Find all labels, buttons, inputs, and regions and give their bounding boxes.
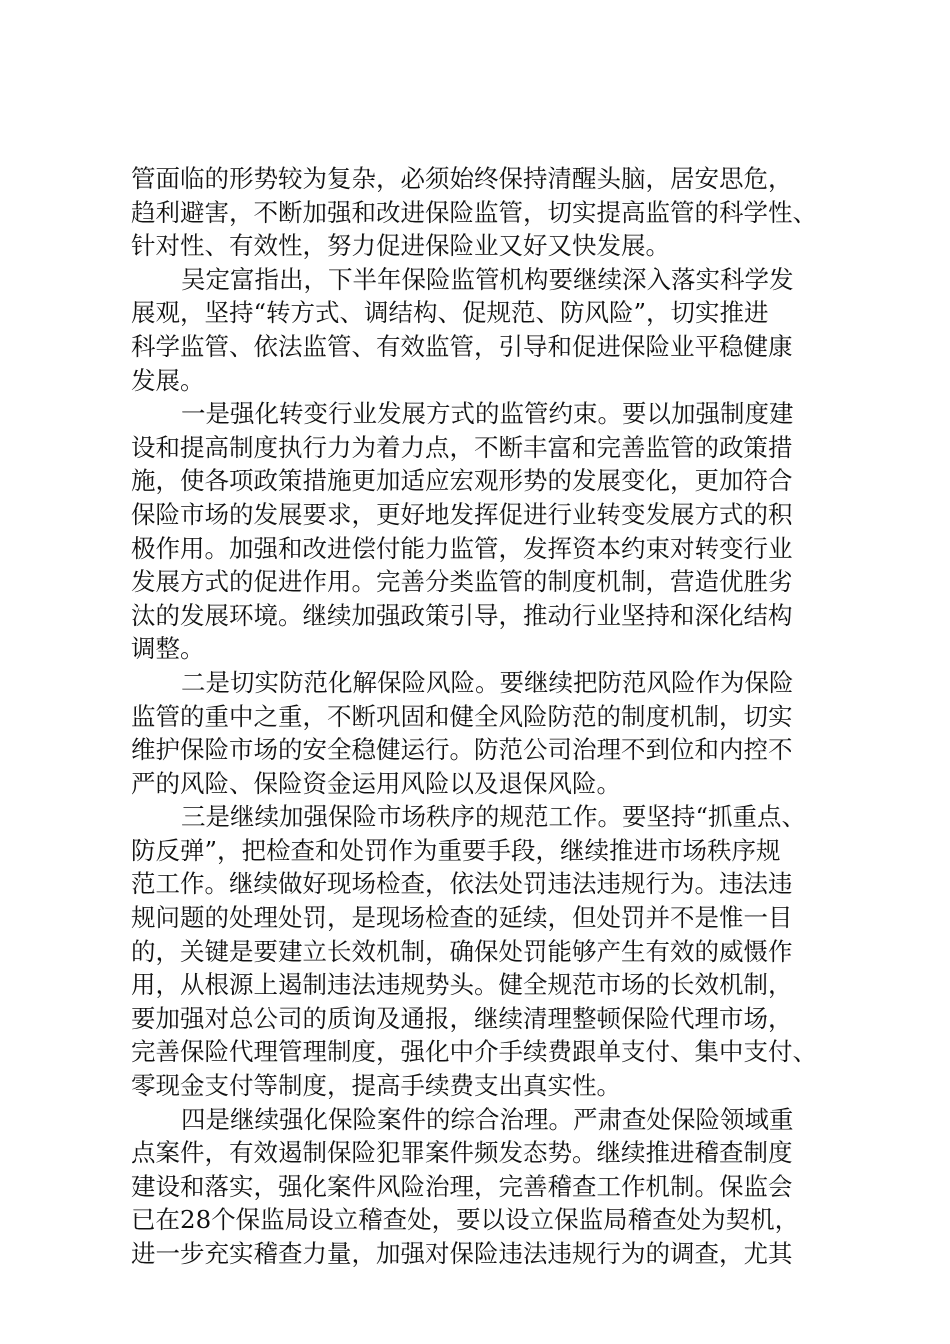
text-line: 管面临的形势较为复杂，必须始终保持清醒头脑，居安思危， xyxy=(131,164,793,193)
text-line: 用，从根源上遏制违法违规势头。健全规范市场的长效机制， xyxy=(131,970,793,1000)
text-line: 发展。 xyxy=(131,365,205,395)
paragraph-start-line: 二是切实防范化解保险风险。要继续把防范风险作为保险 xyxy=(181,667,794,697)
text-line: 科学监管、依法监管、有效监管，引导和促进保险业平稳健康 xyxy=(131,331,793,361)
paragraph-start-line: 吴定富指出，下半年保险监管机构要继续深入落实科学发 xyxy=(181,264,794,294)
text-line: 防反弹”，把检查和处罚作为重要手段，继续推进市场秩序规 xyxy=(131,835,781,865)
text-line: 范工作。继续做好现场检查，依法处罚违法违规行为。违法违 xyxy=(131,869,793,899)
text-line: 趋利避害，不断加强和改进保险监管，切实提高监管的科学性、 xyxy=(131,197,817,227)
text-line: 要加强对总公司的质询及通报，继续清理整顿保险代理市场， xyxy=(131,1003,793,1033)
text-line: 进一步充实稽查力量，加强对保险违法违规行为的调查，尤其 xyxy=(131,1239,793,1268)
text-line: 严的风险、保险资金运用风险以及退保风险。 xyxy=(131,768,621,798)
text-line: 保险市场的发展要求，更好地发挥促进行业转变发展方式的积 xyxy=(131,499,793,529)
text-line: 调整。 xyxy=(131,634,205,664)
text-line: 点案件，有效遏制保险犯罪案件频发态势。继续推进稽查制度 xyxy=(131,1138,793,1168)
text-line: 汰的发展环境。继续加强政策引导，推动行业坚持和深化结构 xyxy=(131,600,793,630)
text-line: 监管的重中之重，不断巩固和健全风险防范的制度机制，切实 xyxy=(131,701,793,731)
text-line: 极作用。加强和改进偿付能力监管，发挥资本约束对转变行业 xyxy=(131,533,793,563)
text-line: 施，使各项政策措施更加适应宏观形势的发展变化，更加符合 xyxy=(131,466,793,496)
paragraph-start-line: 四是继续强化保险案件的综合治理。严肃查处保险领域重 xyxy=(181,1104,794,1134)
text-line: 针对性、有效性，努力促进保险业又好又快发展。 xyxy=(131,231,670,261)
paragraph-start-line: 三是继续加强保险市场秩序的规范工作。要坚持“抓重点、 xyxy=(181,802,807,832)
body-text xyxy=(131,162,831,1271)
text-line: 零现金支付等制度，提高手续费支出真实性。 xyxy=(131,1071,621,1101)
text-line: 建设和落实，强化案件风险治理，完善稽查工作机制。保监会 xyxy=(131,1171,793,1201)
text-line: 维护保险市场的安全稳健运行。防范公司治理不到位和内控不 xyxy=(131,735,793,765)
text-line: 展观，坚持“转方式、调结构、促规范、防风险”，切实推进 xyxy=(131,298,769,328)
text-line: 完善保险代理管理制度，强化中介手续费跟单支付、集中支付、 xyxy=(131,1037,817,1067)
text-line: 规问题的处理处罚，是现场检查的延续，但处罚并不是惟一目 xyxy=(131,903,793,933)
text-line: 设和提高制度执行力为着力点，不断丰富和完善监管的政策措 xyxy=(131,432,793,462)
text-line: 的，关键是要建立长效机制，确保处罚能够产生有效的威慑作 xyxy=(131,936,793,966)
paragraph-start-line: 一是强化转变行业发展方式的监管约束。要以加强制度建 xyxy=(181,399,794,429)
text-line: 已在28个保监局设立稽查处，要以设立保监局稽查处为契机， xyxy=(131,1205,800,1235)
text-line: 发展方式的促进作用。完善分类监管的制度机制，营造优胜劣 xyxy=(131,567,793,597)
